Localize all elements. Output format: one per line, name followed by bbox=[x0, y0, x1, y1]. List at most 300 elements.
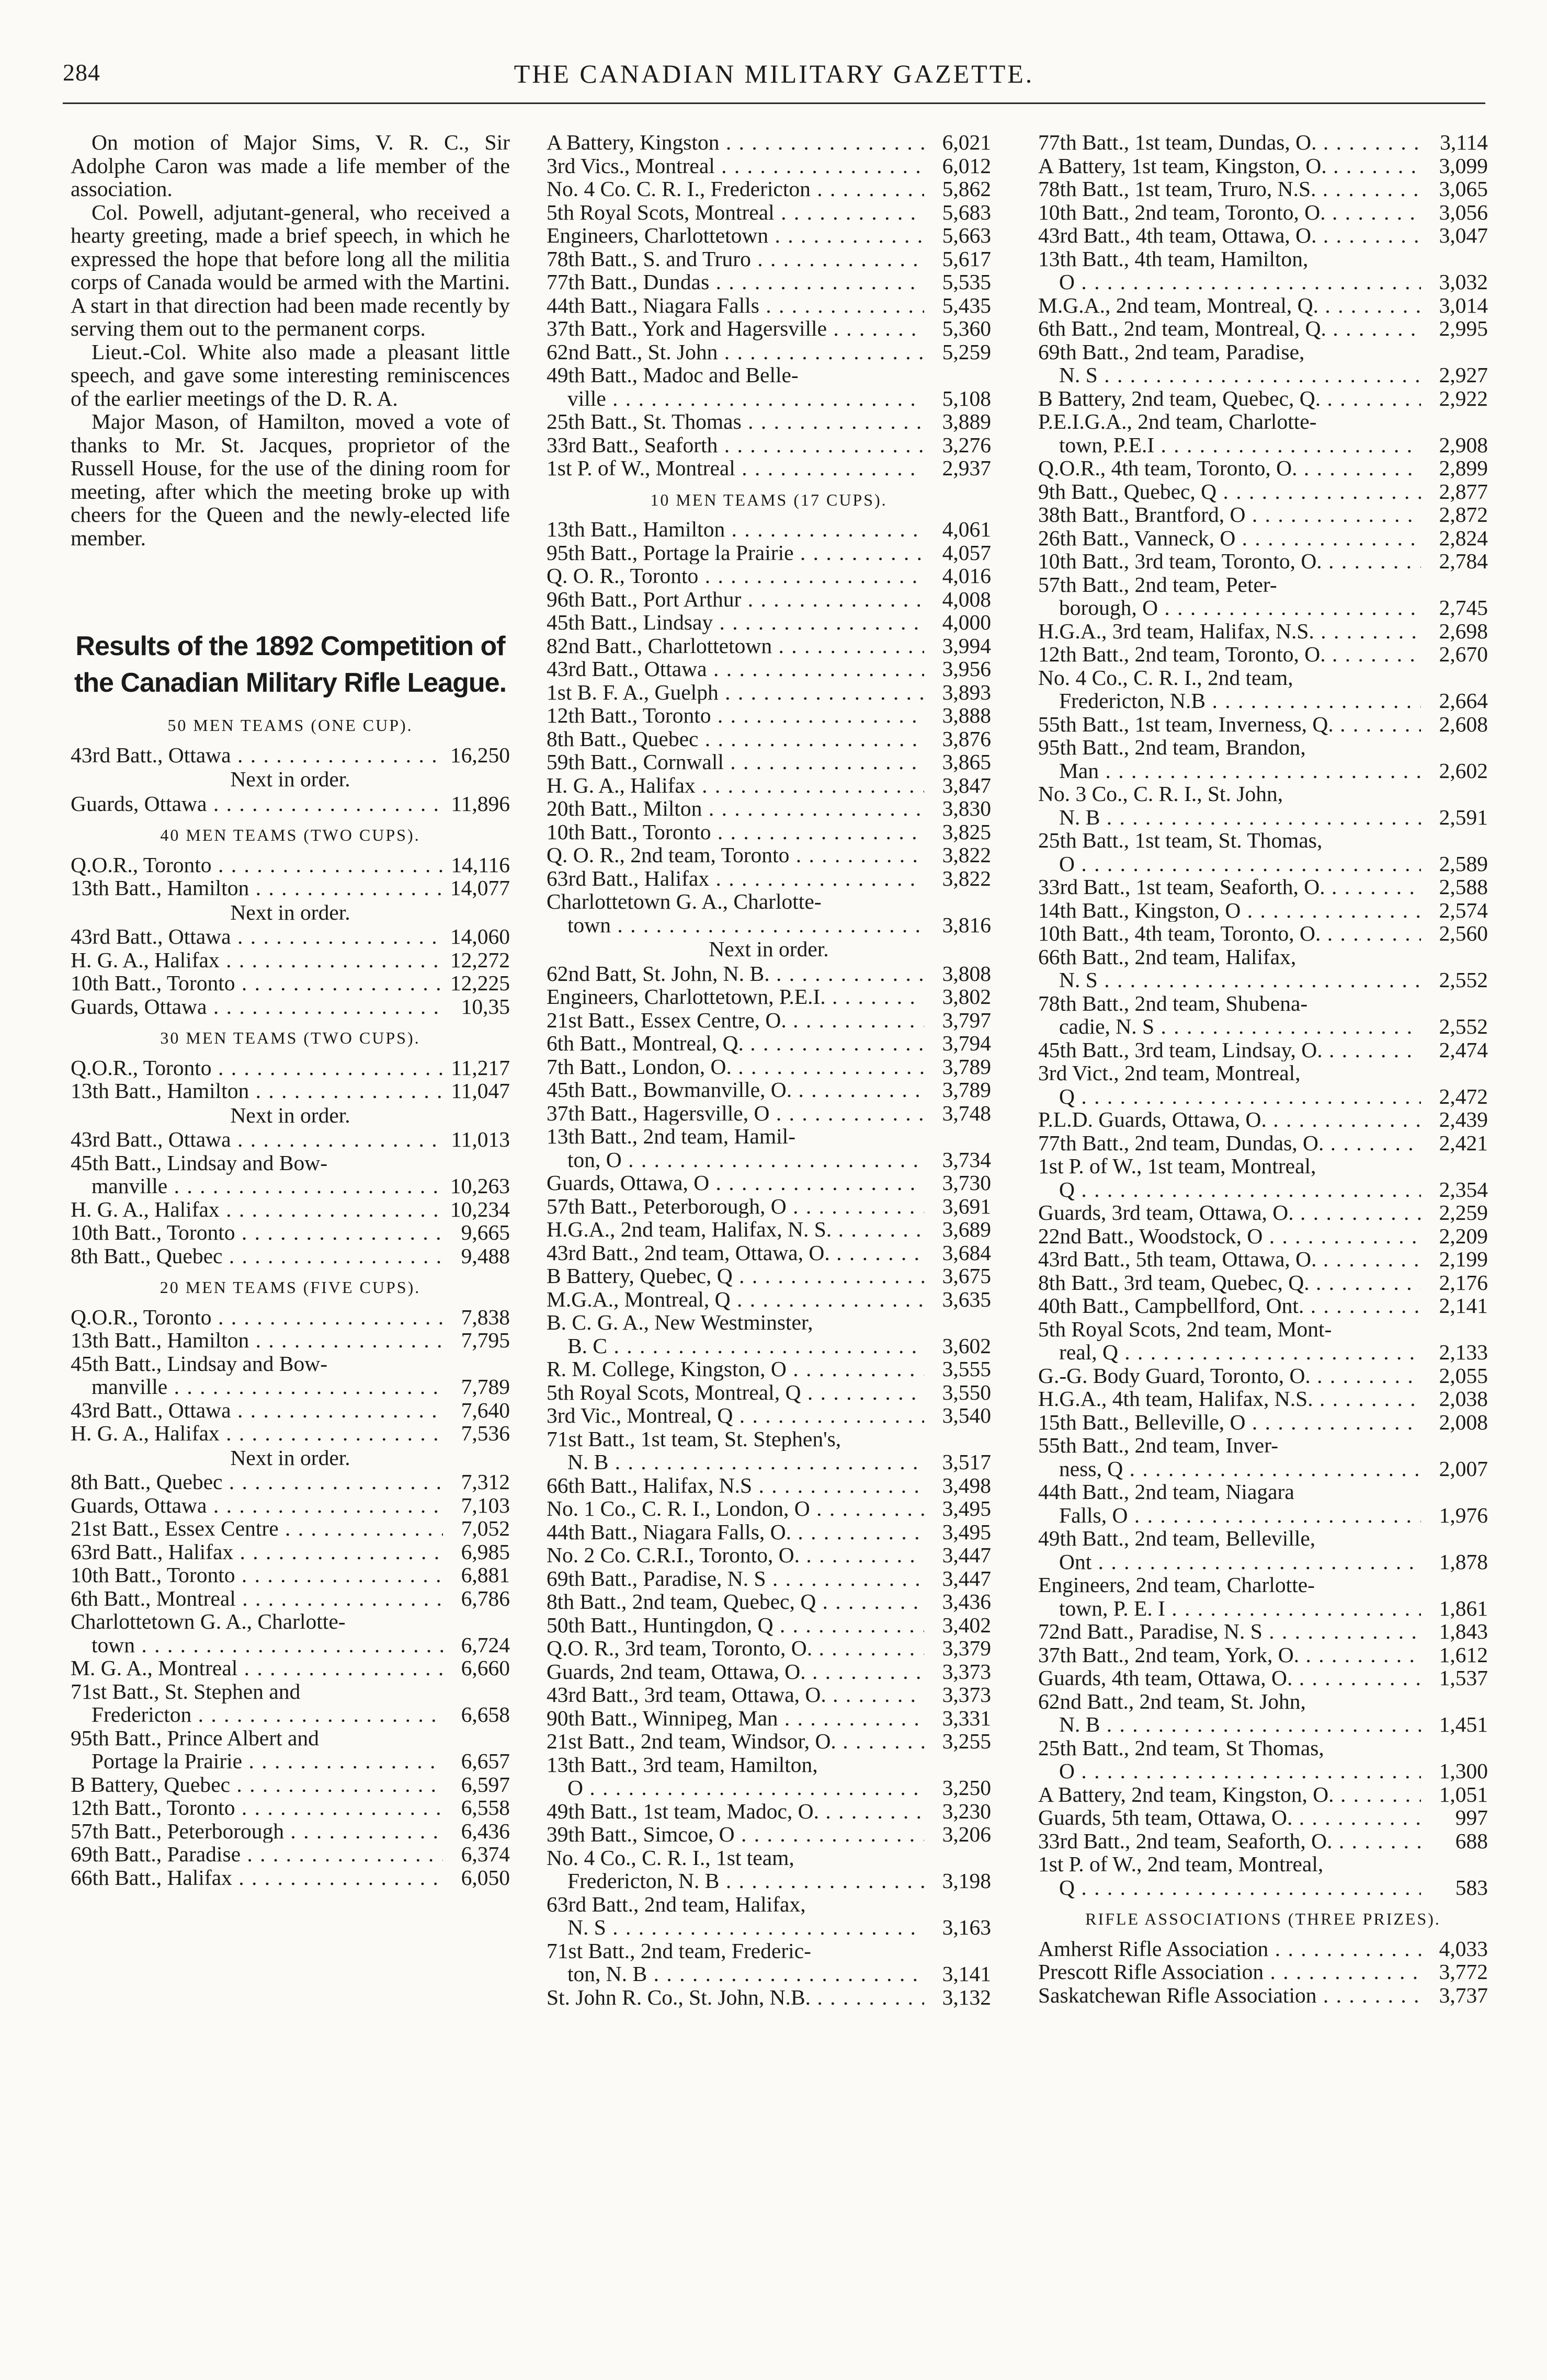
team-name-line: P.E.I.G.A., 2nd team, Charlotte- bbox=[1038, 409, 1317, 433]
team-score: 2,055 bbox=[1439, 1363, 1488, 1388]
team-name-line: 13th Batt., 3rd team, Hamilton, bbox=[547, 1752, 818, 1777]
result-entry bbox=[547, 1497, 991, 1520]
team-score: 14,077 bbox=[450, 876, 510, 900]
team-score: 1,878 bbox=[1439, 1549, 1488, 1574]
team-name: 90th Batt., Winnipeg, Man . . . bbox=[547, 1707, 924, 1730]
team-name-line: No. 3 Co., C. R. I., St. John, bbox=[1038, 782, 1283, 806]
team-name: 15th Batt., Belleville, O . . . bbox=[1038, 1411, 1421, 1434]
result-entry bbox=[547, 1730, 991, 1753]
team-score: 1,976 bbox=[1439, 1503, 1488, 1527]
result-entry bbox=[71, 1773, 510, 1797]
team-score: 9,488 bbox=[461, 1243, 510, 1268]
team-score: 3,822 bbox=[942, 866, 991, 890]
result-entry bbox=[547, 270, 991, 294]
result-entry bbox=[1038, 1225, 1488, 1248]
result-entry bbox=[1038, 410, 1488, 456]
result-entry bbox=[547, 867, 991, 890]
team-score: 2,588 bbox=[1439, 875, 1488, 899]
result-entry bbox=[1038, 992, 1488, 1038]
team-score: 3,276 bbox=[942, 432, 991, 457]
team-score: 2,474 bbox=[1439, 1037, 1488, 1062]
team-name-continuation bbox=[547, 1869, 991, 1893]
team-name: ton, N. B . . . bbox=[567, 1962, 924, 1986]
page-header bbox=[63, 59, 1485, 100]
team-score: 1,861 bbox=[1439, 1596, 1488, 1620]
team-name: N. S . . . bbox=[567, 1916, 924, 1939]
next-in-order-label: Next in order. bbox=[230, 900, 350, 924]
team-name: N. B . . . bbox=[1059, 806, 1421, 829]
team-name-continuation bbox=[71, 1703, 510, 1726]
team-name: 37th Batt., 2nd team, York, O. . . . bbox=[1038, 1643, 1421, 1667]
result-entry bbox=[1038, 922, 1488, 945]
result-entry bbox=[71, 1610, 510, 1656]
result-entry bbox=[547, 317, 991, 340]
result-entry bbox=[547, 1543, 991, 1567]
intro-paragraph: On motion of Major Sims, V. R. C., Sir Adolphe Caron was made a life member of the association. bbox=[71, 130, 510, 201]
result-entry bbox=[1038, 1271, 1488, 1295]
team-name: town, P. E. I . . . bbox=[1059, 1597, 1421, 1620]
result-entry bbox=[547, 1520, 991, 1544]
team-name: 21st Batt., Essex Centre . . . bbox=[71, 1517, 443, 1540]
result-entry bbox=[547, 820, 991, 844]
team-score: 2,209 bbox=[1439, 1223, 1488, 1248]
team-name-line: Charlottetown G. A., Charlotte- bbox=[547, 889, 822, 913]
team-score: 6,985 bbox=[461, 1539, 510, 1564]
team-name-line: 57th Batt., 2nd team, Peter- bbox=[1038, 572, 1277, 597]
team-name-continuation bbox=[1038, 1759, 1488, 1783]
team-name-continuation bbox=[547, 387, 991, 410]
team-name: 13th Batt., Hamilton . . . bbox=[71, 876, 443, 900]
team-score: 10,234 bbox=[450, 1197, 510, 1221]
team-score: 2,698 bbox=[1439, 619, 1488, 643]
result-entry bbox=[547, 1288, 991, 1311]
team-name-continuation bbox=[1038, 852, 1488, 876]
team-name: Q. O. R., 2nd team, Toronto . . . bbox=[547, 843, 924, 867]
team-score: 6,881 bbox=[461, 1563, 510, 1587]
result-entry bbox=[71, 876, 510, 900]
team-name: 8th Batt., 3rd team, Quebec, Q. . . . bbox=[1038, 1271, 1421, 1295]
team-score: 2,560 bbox=[1439, 921, 1488, 945]
team-score: 6,658 bbox=[461, 1702, 510, 1726]
team-name: 8th Batt., 2nd team, Quebec, Q . . . bbox=[547, 1590, 924, 1614]
team-name: 26th Batt., Vanneck, O . . . bbox=[1038, 527, 1421, 550]
team-name-continuation bbox=[1038, 759, 1488, 783]
result-entry bbox=[1038, 317, 1488, 340]
team-name: borough, O . . . bbox=[1059, 596, 1421, 620]
team-score: 6,597 bbox=[461, 1772, 510, 1797]
team-score: 5,683 bbox=[942, 200, 991, 224]
result-entry bbox=[547, 1590, 991, 1614]
team-name-continuation bbox=[71, 1633, 510, 1657]
team-name: 8th Batt., Quebec . . . bbox=[71, 1470, 443, 1494]
result-entry bbox=[547, 750, 991, 774]
team-name: 12th Batt., Toronto . . . bbox=[547, 704, 924, 727]
result-entry bbox=[547, 1683, 991, 1707]
result-entry bbox=[1038, 713, 1488, 736]
team-name-line: 45th Batt., Lindsay and Bow- bbox=[71, 1150, 328, 1175]
team-score: 11,047 bbox=[451, 1079, 510, 1103]
result-entry bbox=[547, 1404, 991, 1427]
team-name-line: 55th Batt., 2nd team, Inver- bbox=[1038, 1433, 1279, 1457]
result-entry bbox=[547, 1032, 991, 1055]
team-name-line: 1st P. of W., 1st team, Montreal, bbox=[1038, 1154, 1316, 1178]
team-score: 3,889 bbox=[942, 409, 991, 433]
team-score: 3,373 bbox=[942, 1683, 991, 1707]
team-score: 3,876 bbox=[942, 726, 991, 751]
team-name-line: 69th Batt., 2nd team, Paradise, bbox=[1038, 339, 1305, 364]
result-entry bbox=[1038, 1248, 1488, 1271]
team-score: 3,230 bbox=[942, 1799, 991, 1823]
team-score: 3,065 bbox=[1439, 177, 1488, 201]
result-entry bbox=[71, 1680, 510, 1726]
team-score: 3,447 bbox=[942, 1566, 991, 1591]
team-name-continuation bbox=[1038, 689, 1488, 713]
team-name: 3rd Vics., Montreal . . . bbox=[547, 154, 924, 178]
team-name-line: 63rd Batt., 2nd team, Halifax, bbox=[547, 1892, 806, 1916]
section-title: 40 MEN TEAMS (TWO CUPS). bbox=[160, 826, 420, 844]
result-entry bbox=[547, 363, 991, 410]
team-score: 5,108 bbox=[942, 386, 991, 410]
team-name: Prescott Rifle Association . . . bbox=[1038, 1960, 1421, 1984]
team-score: 14,060 bbox=[450, 924, 510, 948]
team-name: 43rd Batt., Ottawa . . . bbox=[71, 925, 443, 948]
result-entry bbox=[71, 1352, 510, 1399]
intro-paragraph: Lieut.-Col. White also made a pleasant little speech, and gave some interesting reminiscences of the earlier meetings of the D. R. A. bbox=[71, 339, 510, 410]
team-score: 3,436 bbox=[942, 1589, 991, 1614]
section-title: 10 MEN TEAMS (17 CUPS). bbox=[650, 490, 888, 509]
result-entry bbox=[1038, 736, 1488, 782]
team-score: 997 bbox=[1455, 1805, 1488, 1829]
team-name: 78th Batt., 1st team, Truro, N.S. . . . bbox=[1038, 177, 1421, 201]
team-score: 3,675 bbox=[942, 1264, 991, 1288]
team-name-line: 3rd Vict., 2nd team, Montreal, bbox=[1038, 1061, 1301, 1085]
result-entry bbox=[1038, 340, 1488, 387]
team-score: 3,789 bbox=[942, 1078, 991, 1102]
team-name-line: 1st P. of W., 2nd team, Montreal, bbox=[1038, 1852, 1324, 1876]
result-entry bbox=[1038, 643, 1488, 666]
team-name: 69th Batt., Paradise, N. S . . . bbox=[547, 1567, 924, 1591]
team-score: 2,745 bbox=[1439, 596, 1488, 620]
team-name-continuation bbox=[547, 1334, 991, 1358]
result-entry bbox=[1038, 620, 1488, 643]
result-entry bbox=[547, 294, 991, 317]
result-entry bbox=[1038, 1620, 1488, 1643]
team-score: 3,014 bbox=[1439, 293, 1488, 317]
result-entry bbox=[1038, 1480, 1488, 1527]
team-name: Portage la Prairie . . . bbox=[92, 1749, 443, 1773]
team-name: O . . . bbox=[1059, 270, 1421, 294]
team-name-line: 71st Batt., 1st team, St. Stephen's, bbox=[547, 1426, 841, 1451]
team-name-line: 49th Batt., 2nd team, Belleville, bbox=[1038, 1526, 1316, 1550]
team-name-line: 71st Batt., St. Stephen and bbox=[71, 1679, 301, 1703]
result-entry bbox=[71, 1494, 510, 1517]
result-entry bbox=[547, 1241, 991, 1265]
team-score: 5,360 bbox=[942, 316, 991, 340]
team-name: 22nd Batt., Woodstock, O . . . bbox=[1038, 1225, 1421, 1248]
team-name: 78th Batt., S. and Truro . . . bbox=[547, 247, 924, 271]
result-entry bbox=[1038, 945, 1488, 992]
team-score: 3,099 bbox=[1439, 153, 1488, 178]
team-score: 3,495 bbox=[942, 1496, 991, 1520]
result-entry bbox=[547, 774, 991, 797]
team-name-line: 66th Batt., 2nd team, Halifax, bbox=[1038, 944, 1296, 969]
team-name: Saskatchewan Rifle Association . . . bbox=[1038, 1984, 1421, 2007]
result-entry bbox=[547, 1474, 991, 1497]
result-entry bbox=[547, 657, 991, 681]
result-entry bbox=[1038, 1937, 1488, 1961]
result-entry bbox=[547, 843, 991, 867]
result-entry bbox=[1038, 573, 1488, 620]
team-score: 2,995 bbox=[1439, 316, 1488, 340]
team-score: 6,657 bbox=[461, 1749, 510, 1773]
team-score: 7,789 bbox=[461, 1375, 510, 1399]
team-name: 50th Batt., Huntingdon, Q . . . bbox=[547, 1614, 924, 1637]
next-in-order-label: Next in order. bbox=[230, 1103, 350, 1127]
team-name: 6th Batt., Montreal . . . bbox=[71, 1587, 443, 1610]
result-entry bbox=[547, 1939, 991, 1986]
team-score: 6,660 bbox=[461, 1656, 510, 1680]
team-name: ness, Q . . . bbox=[1059, 1457, 1421, 1481]
team-name: Guards, 3rd team, Ottawa, O. . . . bbox=[1038, 1201, 1421, 1225]
result-entry bbox=[547, 1823, 991, 1846]
masthead-title: THE CANADIAN MILITARY GAZETTE. bbox=[514, 59, 1034, 88]
team-name: 9th Batt., Quebec, Q . . . bbox=[1038, 480, 1421, 504]
team-name-line: Charlottetown G. A., Charlotte- bbox=[71, 1609, 346, 1633]
result-entry bbox=[71, 971, 510, 995]
team-score: 3,797 bbox=[942, 1008, 991, 1032]
team-name: 21st Batt., Essex Centre, O. . . . bbox=[547, 1009, 924, 1032]
team-name: H. G. A., Halifax . . . bbox=[71, 1198, 443, 1221]
result-entry bbox=[71, 1422, 510, 1445]
team-name: 43rd Batt., 4th team, Ottawa, O. . . . bbox=[1038, 224, 1421, 247]
team-score: 3,689 bbox=[942, 1217, 991, 1241]
result-entry bbox=[71, 1470, 510, 1494]
result-entry bbox=[547, 154, 991, 178]
result-entry bbox=[71, 1820, 510, 1843]
team-score: 2,664 bbox=[1439, 689, 1488, 713]
result-entry bbox=[1038, 131, 1488, 154]
team-name-continuation bbox=[547, 913, 991, 937]
team-score: 1,537 bbox=[1439, 1666, 1488, 1690]
result-entry bbox=[1038, 1527, 1488, 1573]
team-score: 3,198 bbox=[942, 1869, 991, 1893]
team-name-line: 45th Batt., Lindsay and Bow- bbox=[71, 1351, 328, 1376]
result-entry bbox=[71, 1540, 510, 1564]
result-entry bbox=[1038, 666, 1488, 713]
team-score: 7,103 bbox=[461, 1493, 510, 1517]
team-name: P.L.D. Guards, Ottawa, O. . . . bbox=[1038, 1108, 1421, 1131]
result-entry bbox=[547, 433, 991, 457]
result-entry bbox=[71, 1796, 510, 1820]
team-score: 6,021 bbox=[942, 130, 991, 154]
team-name: Q. O. R., Toronto . . . bbox=[547, 564, 924, 588]
team-score: 2,259 bbox=[1439, 1200, 1488, 1225]
team-name: 10th Batt., Toronto . . . bbox=[547, 820, 924, 844]
team-score: 5,435 bbox=[942, 293, 991, 317]
team-name-continuation bbox=[1038, 1876, 1488, 1900]
result-entry bbox=[1038, 1364, 1488, 1388]
team-name: 33rd Batt., 2nd team, Seaforth, O. . . . bbox=[1038, 1829, 1421, 1853]
section-title: 50 MEN TEAMS (ONE CUP). bbox=[167, 716, 413, 735]
team-name: 49th Batt., 1st team, Madoc, O. . . . bbox=[547, 1800, 924, 1823]
team-score: 3,684 bbox=[942, 1240, 991, 1265]
team-score: 3,402 bbox=[942, 1612, 991, 1637]
team-score: 6,374 bbox=[461, 1842, 510, 1866]
team-name-line: 62nd Batt., 2nd team, St. John, bbox=[1038, 1689, 1306, 1713]
result-entry bbox=[71, 1128, 510, 1151]
team-name: 45th Batt., Lindsay . . . bbox=[547, 611, 924, 634]
section-title: 30 MEN TEAMS (TWO CUPS). bbox=[160, 1028, 420, 1047]
results-list-col1 bbox=[71, 714, 510, 1889]
team-name: 1st P. of W., Montreal . . . bbox=[547, 456, 924, 480]
team-score: 2,007 bbox=[1439, 1456, 1488, 1481]
team-name: Fredericton . . . bbox=[92, 1703, 443, 1726]
result-entry bbox=[1038, 177, 1488, 201]
team-score: 3,379 bbox=[942, 1636, 991, 1660]
result-entry bbox=[71, 1587, 510, 1610]
team-name-continuation bbox=[1038, 968, 1488, 992]
result-entry bbox=[547, 1753, 991, 1800]
result-entry bbox=[1038, 1154, 1488, 1201]
team-score: 3,550 bbox=[942, 1380, 991, 1404]
team-name-line: 44th Batt., 2nd team, Niagara bbox=[1038, 1480, 1294, 1504]
result-entry bbox=[547, 1614, 991, 1637]
team-name: H. G. A., Halifax . . . bbox=[71, 948, 443, 972]
team-name: 6th Batt., Montreal, Q. . . . bbox=[547, 1032, 924, 1055]
result-entry bbox=[547, 890, 991, 936]
team-name: cadie, N. S . . . bbox=[1059, 1015, 1421, 1038]
result-entry bbox=[71, 995, 510, 1019]
team-name: manville . . . bbox=[92, 1174, 443, 1198]
team-name: B Battery, Quebec, Q . . . bbox=[547, 1264, 924, 1288]
team-name: 6th Batt., 2nd team, Montreal, Q. . . . bbox=[1038, 317, 1421, 340]
team-score: 2,552 bbox=[1439, 1014, 1488, 1038]
team-score: 3,555 bbox=[942, 1357, 991, 1381]
team-score: 2,591 bbox=[1439, 805, 1488, 829]
team-name: N. B . . . bbox=[1059, 1713, 1421, 1736]
result-entry bbox=[547, 1637, 991, 1660]
team-name-continuation bbox=[1038, 1457, 1488, 1481]
result-entry bbox=[1038, 1038, 1488, 1062]
team-score: 3,730 bbox=[942, 1171, 991, 1195]
result-entry bbox=[1038, 1387, 1488, 1411]
result-entry bbox=[1038, 527, 1488, 550]
result-entry bbox=[547, 1660, 991, 1684]
team-name: 10th Batt., 2nd team, Toronto, O. . . . bbox=[1038, 201, 1421, 224]
team-score: 2,908 bbox=[1439, 432, 1488, 457]
results-list-col2 bbox=[547, 131, 991, 2009]
team-name: Q.O. R., 3rd team, Toronto, O. . . . bbox=[547, 1637, 924, 1660]
section-title: 20 MEN TEAMS (FIVE CUPS). bbox=[160, 1278, 421, 1297]
team-name: H. G. A., Halifax . . . bbox=[71, 1422, 443, 1445]
results-list-col3 bbox=[1038, 131, 1488, 2007]
column-3 bbox=[1038, 131, 1488, 2007]
team-score: 3,495 bbox=[942, 1519, 991, 1544]
result-entry bbox=[1038, 1131, 1488, 1155]
team-name: 5th Royal Scots, Montreal, Q . . . bbox=[547, 1381, 924, 1404]
team-score: 2,472 bbox=[1439, 1084, 1488, 1108]
team-name: 43rd Batt., Ottawa . . . bbox=[71, 743, 443, 767]
team-name-continuation bbox=[1038, 1015, 1488, 1038]
team-name: 33rd Batt., 1st team, Seaforth, O. . . . bbox=[1038, 875, 1421, 899]
team-score: 12,225 bbox=[450, 971, 510, 995]
team-name: B Battery, Quebec . . . bbox=[71, 1773, 443, 1797]
team-name-line: 71st Batt., 2nd team, Frederic- bbox=[547, 1938, 811, 1963]
team-score: 10,35 bbox=[461, 994, 510, 1019]
team-name-continuation bbox=[1038, 433, 1488, 457]
team-score: 10,263 bbox=[450, 1174, 510, 1198]
result-entry bbox=[547, 1893, 991, 1939]
team-name-continuation bbox=[1038, 1178, 1488, 1202]
team-score: 3,893 bbox=[942, 680, 991, 704]
header-rule bbox=[63, 102, 1485, 104]
team-name: O . . . bbox=[567, 1776, 924, 1800]
team-name-continuation bbox=[71, 1375, 510, 1399]
team-score: 2,899 bbox=[1439, 456, 1488, 480]
team-name-line: No. 4 Co., C. R. I., 2nd team, bbox=[1038, 665, 1293, 690]
team-name: 8th Batt., Quebec . . . bbox=[71, 1244, 443, 1268]
result-entry bbox=[71, 1726, 510, 1773]
result-entry bbox=[1038, 247, 1488, 294]
team-name: Fredericton, N.B . . . bbox=[1059, 689, 1421, 713]
team-name: town, P.E.I . . . bbox=[1059, 433, 1421, 457]
team-score: 2,439 bbox=[1439, 1107, 1488, 1131]
team-name: H.G.A., 2nd team, Halifax, N. S. . . . bbox=[547, 1218, 924, 1241]
team-score: 5,617 bbox=[942, 246, 991, 271]
team-score: 6,786 bbox=[461, 1586, 510, 1610]
result-entry bbox=[71, 1151, 510, 1198]
result-entry bbox=[71, 1244, 510, 1268]
team-name-continuation bbox=[547, 1916, 991, 1939]
team-score: 3,056 bbox=[1439, 200, 1488, 224]
result-entry bbox=[547, 1427, 991, 1474]
result-entry bbox=[547, 1567, 991, 1591]
team-score: 7,312 bbox=[461, 1470, 510, 1494]
team-name-line: 78th Batt., 2nd team, Shubena- bbox=[1038, 991, 1308, 1015]
result-entry bbox=[71, 948, 510, 972]
team-score: 3,047 bbox=[1439, 223, 1488, 247]
result-entry bbox=[547, 634, 991, 658]
team-name: 96th Batt., Port Arthur . . . bbox=[547, 588, 924, 611]
result-entry bbox=[547, 1078, 991, 1102]
team-score: 7,536 bbox=[461, 1421, 510, 1445]
result-entry bbox=[547, 704, 991, 727]
result-entry bbox=[547, 541, 991, 565]
team-score: 3,141 bbox=[942, 1962, 991, 1986]
team-name: 57th Batt., Peterborough . . . bbox=[71, 1820, 443, 1843]
team-score: 7,838 bbox=[461, 1305, 510, 1329]
team-score: 3,816 bbox=[942, 912, 991, 937]
team-name: 10th Batt., 4th team, Toronto, O. . . . bbox=[1038, 922, 1421, 945]
team-name: N. B . . . bbox=[567, 1450, 924, 1474]
team-name: ville . . . bbox=[567, 387, 924, 410]
result-entry bbox=[547, 456, 991, 480]
team-name: R. M. College, Kingston, O . . . bbox=[547, 1357, 924, 1381]
team-name: A Battery, Kingston . . . bbox=[547, 131, 924, 154]
team-name: 63rd Batt., Halifax . . . bbox=[71, 1540, 443, 1564]
result-entry bbox=[1038, 550, 1488, 573]
team-name: Q.O.R., 4th team, Toronto, O. . . . bbox=[1038, 456, 1421, 480]
team-name: 59th Batt., Cornwall . . . bbox=[547, 750, 924, 774]
result-entry bbox=[547, 1195, 991, 1218]
team-score: 2,784 bbox=[1439, 549, 1488, 573]
team-name-continuation bbox=[1038, 1713, 1488, 1736]
result-entry bbox=[547, 1846, 991, 1893]
result-entry bbox=[1038, 1852, 1488, 1899]
team-score: 1,612 bbox=[1439, 1642, 1488, 1667]
result-entry bbox=[1038, 829, 1488, 875]
result-entry bbox=[1038, 201, 1488, 224]
